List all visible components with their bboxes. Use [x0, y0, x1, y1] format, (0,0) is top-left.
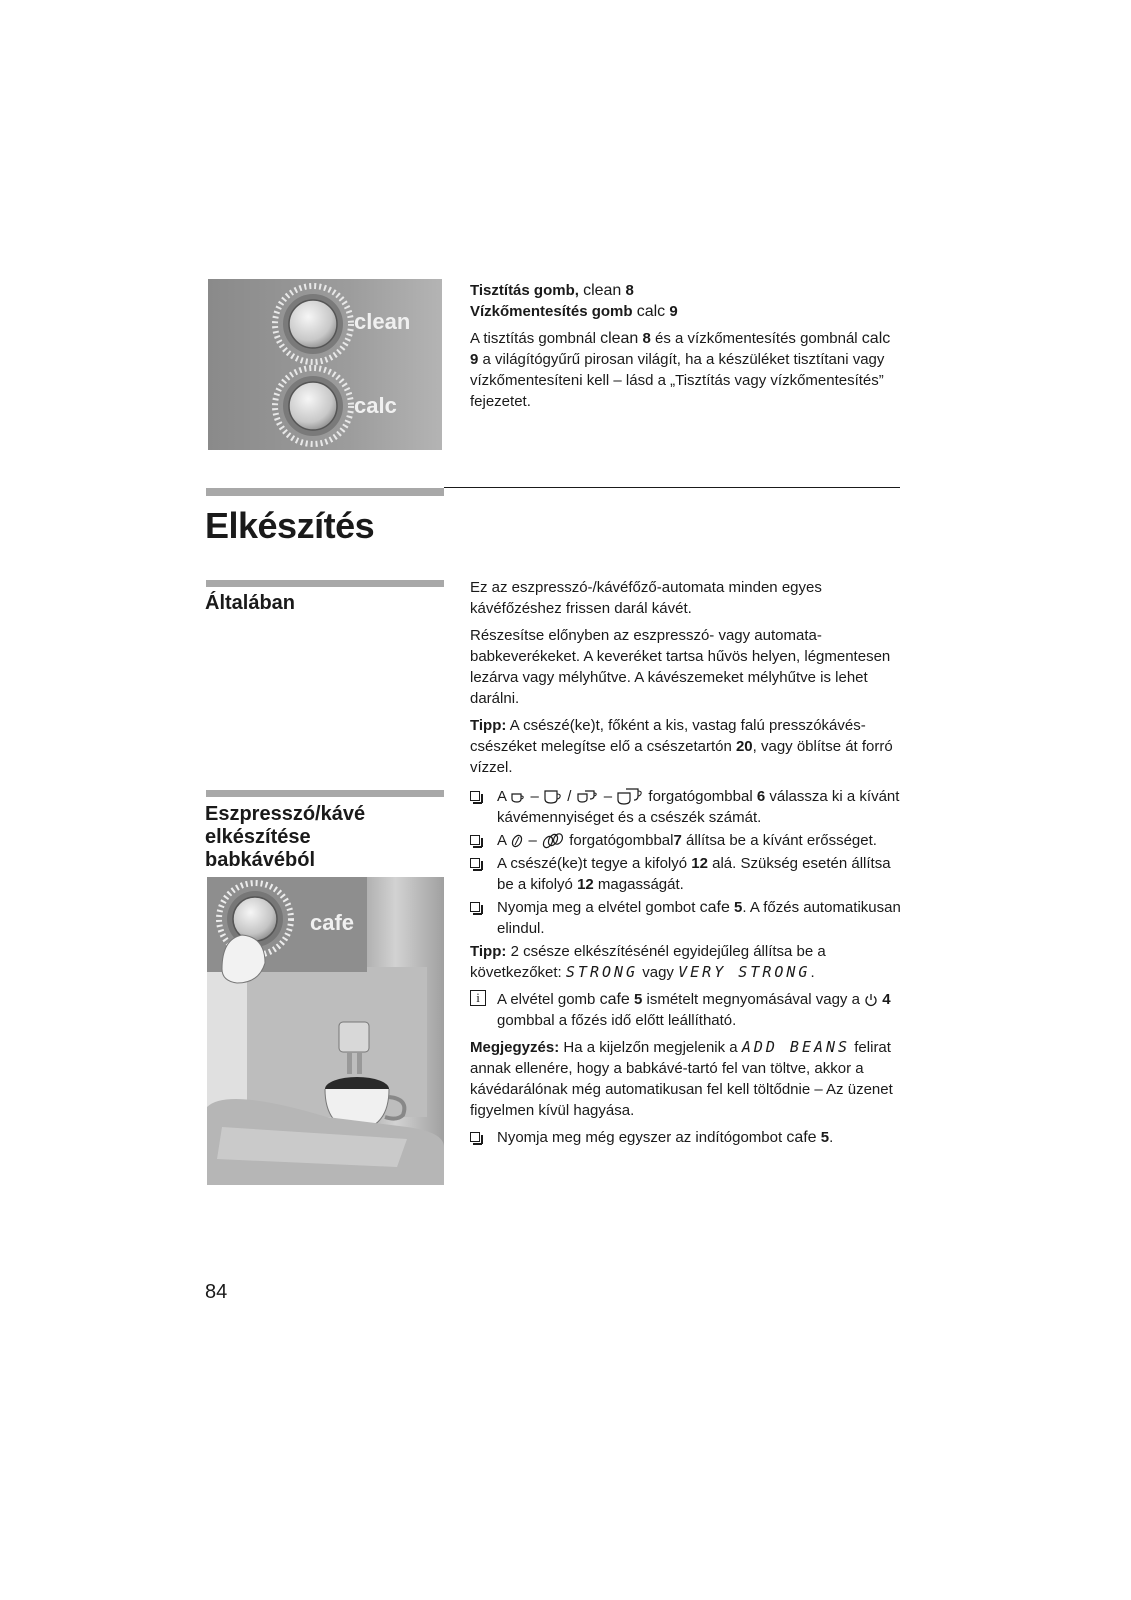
calc-label: calc — [354, 393, 397, 418]
lcd-very-strong: VERY STRONG — [678, 963, 811, 981]
checkbox-icon — [470, 1132, 480, 1142]
clean-calc-buttons-image — [208, 279, 442, 450]
checkbox-icon — [470, 835, 480, 845]
two-large-cups-icon — [616, 788, 644, 806]
espresso-machine-image — [207, 877, 444, 1185]
step-3: A csészé(ke)t tegye a kifolyó 12 alá. Szükség esetén állítsa be a kifolyó 12 magasságát. — [470, 853, 902, 895]
small-cup-icon — [510, 790, 526, 804]
espresso-body — [470, 786, 902, 1150]
checkbox-icon — [470, 791, 480, 801]
clean-label: clean — [354, 309, 411, 334]
checkbox-icon — [470, 902, 480, 912]
espresso-heading: Eszpresszó/kávé elkészítése babkávéból — [205, 803, 366, 871]
cafe-label: cafe — [310, 910, 355, 935]
mild-bean-icon — [510, 834, 524, 848]
lcd-strong: STRONG — [565, 963, 639, 981]
general-para-1: Ez az eszpresszó-/kávéfőző-automata minden egyes kávéfőzéshez frissen darál kávét. — [470, 579, 822, 617]
info-icon: i — [470, 990, 486, 1006]
page-number: 84 — [205, 1281, 228, 1303]
checkbox-icon — [470, 858, 480, 868]
clean-heading-label: Tisztítás gomb, — [470, 282, 579, 299]
calc-keyword: calc — [636, 303, 666, 320]
clean-number: 8 — [625, 282, 634, 299]
general-tip: Tipp: A csészé(ke)t, főként a kis, vastag falú presszókávés-csészéket melegítse elő a csészetartón 20, vagy öblítse át forró vízzel. — [470, 717, 893, 776]
power-icon — [864, 993, 878, 1007]
title-bar-gray — [206, 488, 444, 496]
note: Megjegyzés: Ha a kijelzőn megjelenik a ADD BEANS felirat annak ellenére, hogy a babkávé-tartó fel van töltve, akkor a kávédarálónak még automatikusan fel kell töltődnie – Az üzenet figyelmen kívül hagyása. — [470, 1038, 893, 1119]
page-title: Elkészítés — [205, 505, 375, 546]
step-4: Nyomja meg a elvétel gombot cafe 5. A főzés automatikusan elindul. — [470, 897, 902, 939]
info-note: i A elvétel gomb cafe 5 ismételt megnyomásával vagy a 4 gombbal a főzés idő előtt leállítható. — [470, 989, 902, 1031]
general-para-2: Részesítse előnyben az eszpresszó- vagy automata-babkeverékeket. A keveréket tartsa hűvös helyen, légmentesen lezárva vagy mélyhűtve. A kávészemeket mélyhűtve is lehet darálni. — [470, 627, 891, 707]
general-heading: Általában — [205, 592, 296, 614]
step-1: A – / – forgatógombbal 6 válassza ki a kívánt kávémennyiséget és a csészék számát. — [470, 786, 902, 828]
general-body — [470, 577, 902, 778]
title-rule — [444, 487, 900, 488]
general-bar — [206, 580, 444, 587]
espresso-tip: Tipp: 2 csésze elkészítésénél egyidejűleg állítsa be a következőket: STRONG vagy VERY STRONG. — [470, 943, 826, 981]
calc-number: 9 — [669, 303, 678, 320]
strong-beans-icon — [541, 833, 565, 849]
lcd-add-beans: ADD BEANS — [741, 1038, 851, 1056]
espresso-bar — [206, 790, 444, 797]
buttons-description — [470, 280, 902, 412]
step-2: A – forgatógombbal7 állítsa be a kívánt erősséget. — [470, 830, 902, 851]
large-cup-icon — [543, 789, 563, 805]
clean-keyword: clean — [583, 282, 622, 299]
step-5: Nyomja meg még egyszer az indítógombot cafe 5. — [470, 1127, 902, 1148]
buttons-body: A tisztítás gombnál clean 8 és a vízkőmentesítés gombnál calc 9 a világítógyűrű pirosan világít, ha a készüléket tisztítani vagy vízkőmentesíteni kell – lásd a „Tisztítás vagy vízkőmentesítés” fejezetet. — [470, 330, 891, 410]
two-small-cups-icon — [576, 789, 600, 805]
calc-heading-label: Vízkőmentesítés gomb — [470, 303, 633, 320]
